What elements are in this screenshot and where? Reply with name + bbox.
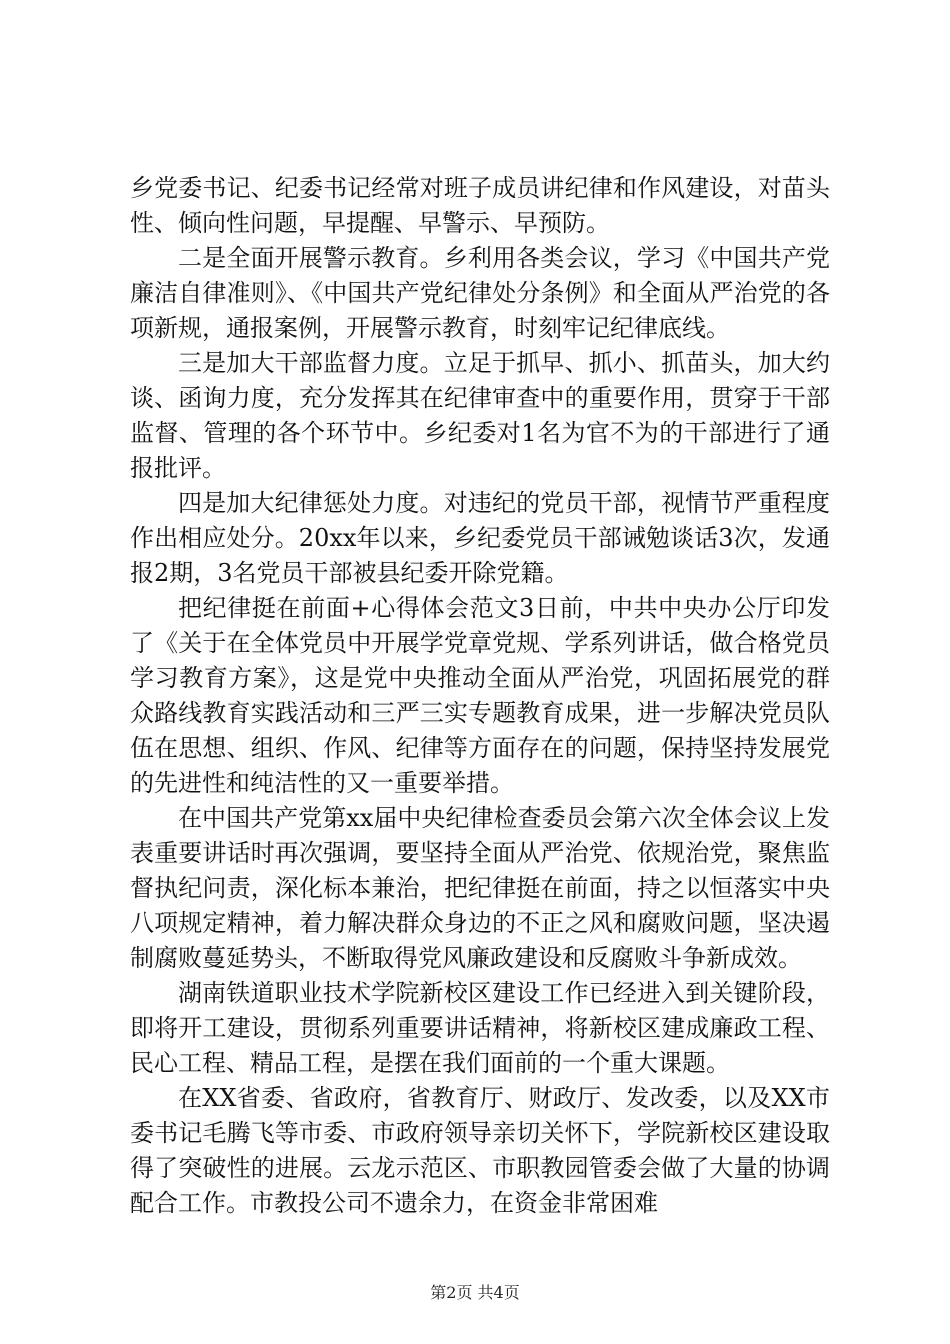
paragraph-4: 四是加大纪律惩处力度。对违纪的党员干部，视情节严重程度作出相应处分。20xx年以来，乡纪委党员干部诫勉谈话3次，发通报2期，3名党员干部被县纪委开除党籍。 xyxy=(130,489,830,587)
document-body xyxy=(130,171,830,1221)
paragraph-8: 在XX省委、省政府，省教育厅、财政厅、发改委，以及XX市委书记毛腾飞等市委、市政府领导亲切关怀下，学院新校区建设取得了突破性的进展。云龙示范区、市职教园管委会做了大量的协调配合工作。市教投公司不遗余力，在资金非常困难 xyxy=(130,1084,830,1217)
paragraph-7: 湖南铁道职业技术学院新校区建设工作已经进入到关键阶段，即将开工建设，贯彻系列重要讲话精神，将新校区建成廉政工程、民心工程、精品工程，是摆在我们面前的一个重大课题。 xyxy=(130,979,830,1077)
paragraph-6: 在中国共产党第xx届中央纪律检查委员会第六次全体会议上发表重要讲话时再次强调，要坚持全面从严治党、依规治党，聚焦监督执纪问责，深化标本兼治，把纪律挺在前面，持之以恒落实中央八项规定精神，着力解决群众身边的不正之风和腐败问题，坚决遏制腐败蔓延势头，不断取得党风廉政建设和反腐败斗争新成效。 xyxy=(130,804,830,972)
page-number-footer: 第2页 共4页 xyxy=(430,1283,520,1302)
paragraph-5: 把纪律挺在前面+心得体会范文3日前，中共中央办公厅印发了《关于在全体党员中开展学党章党规、学系列讲话，做合格党员学习教育方案》，这是党中央推动全面从严治党，巩固拓展党的群众路线教育实践活动和三严三实专题教育成果，进一步解决党员队伍在思想、组织、作风、纪律等方面存在的问题，保持坚持发展党的先进性和纯洁性的又一重要举措。 xyxy=(130,594,830,797)
paragraph-1: 乡党委书记、纪委书记经常对班子成员讲纪律和作风建设，对苗头性、倾向性问题，早提醒、早警示、早预防。 xyxy=(130,174,830,237)
paragraph-3: 三是加大干部监督力度。立足于抓早、抓小、抓苗头，加大约谈、函询力度，充分发挥其在纪律审查中的重要作用，贯穿于干部监督、管理的各个环节中。乡纪委对1名为官不为的干部进行了通报批评。 xyxy=(130,349,830,482)
paragraph-2: 二是全面开展警示教育。乡利用各类会议，学习《中国共产党廉洁自律准则》、《中国共产党纪律处分条例》和全面从严治党的各项新规，通报案例，开展警示教育，时刻牢记纪律底线。 xyxy=(130,244,830,342)
